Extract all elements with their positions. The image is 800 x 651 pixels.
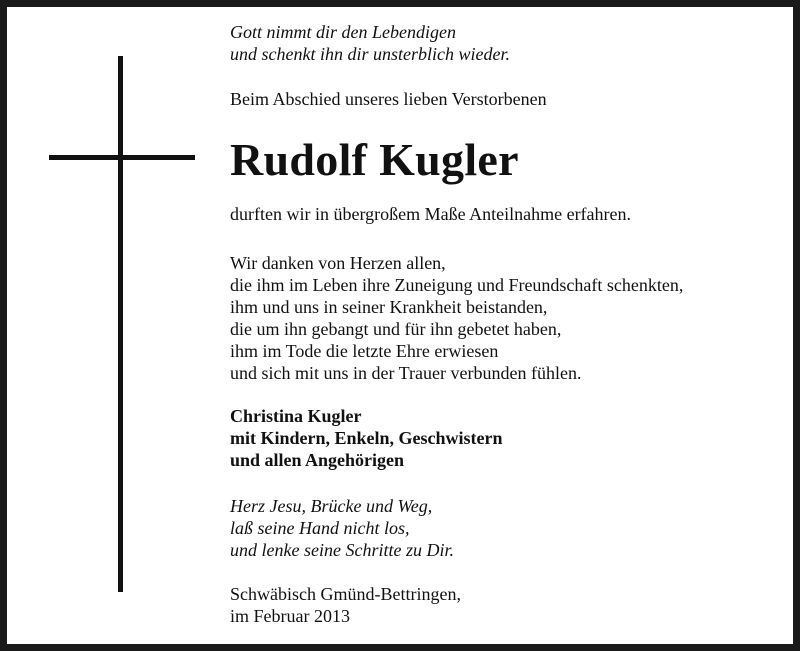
date-text: im Februar 2013 (230, 606, 350, 626)
verse-bottom-line: laß seine Hand nicht los, (230, 518, 410, 538)
verse-top-line: und schenkt ihn dir unsterblich wieder. (230, 44, 510, 64)
mourner-line: mit Kindern, Enkeln, Geschwistern (230, 428, 503, 448)
cross-icon-vertical-beam (118, 56, 123, 592)
cross-icon-horizontal-beam (49, 155, 195, 160)
thanks-line: die ihm im Leben ihre Zuneigung und Freundschaft schenkten, (230, 275, 684, 295)
intro-text: Beim Abschied unseres lieben Verstorbenen (230, 89, 547, 109)
mourner-line: Christina Kugler (230, 406, 362, 426)
thanks-line: und sich mit uns in der Trauer verbunden fühlen. (230, 363, 582, 383)
thanks-line: ihm und uns in seiner Krankheit beistanden, (230, 297, 548, 317)
thanks-line: ihm im Tode die letzte Ehre erwiesen (230, 341, 499, 361)
place-text: Schwäbisch Gmünd-Bettringen, (230, 584, 461, 604)
thanks-line: Wir danken von Herzen allen, (230, 253, 446, 273)
verse-top-line: Gott nimmt dir den Lebendigen (230, 22, 456, 42)
verse-bottom (230, 495, 780, 561)
verse-bottom-line: und lenke seine Schritte zu Dir. (230, 540, 454, 560)
verse-bottom-line: Herz Jesu, Brücke und Weg, (230, 496, 433, 516)
mourners-block (230, 405, 780, 471)
place-date (230, 583, 780, 627)
verse-top (230, 21, 780, 65)
deceased-name: Rudolf Kugler (230, 134, 519, 185)
mourner-line: und allen Angehörigen (230, 450, 405, 470)
sympathy-text: durften wir in übergroßem Maße Anteilnahme erfahren. (230, 204, 632, 224)
thanks-line: die um ihn gebangt und für ihn gebetet haben, (230, 319, 562, 339)
thanks-paragraph (230, 252, 780, 384)
